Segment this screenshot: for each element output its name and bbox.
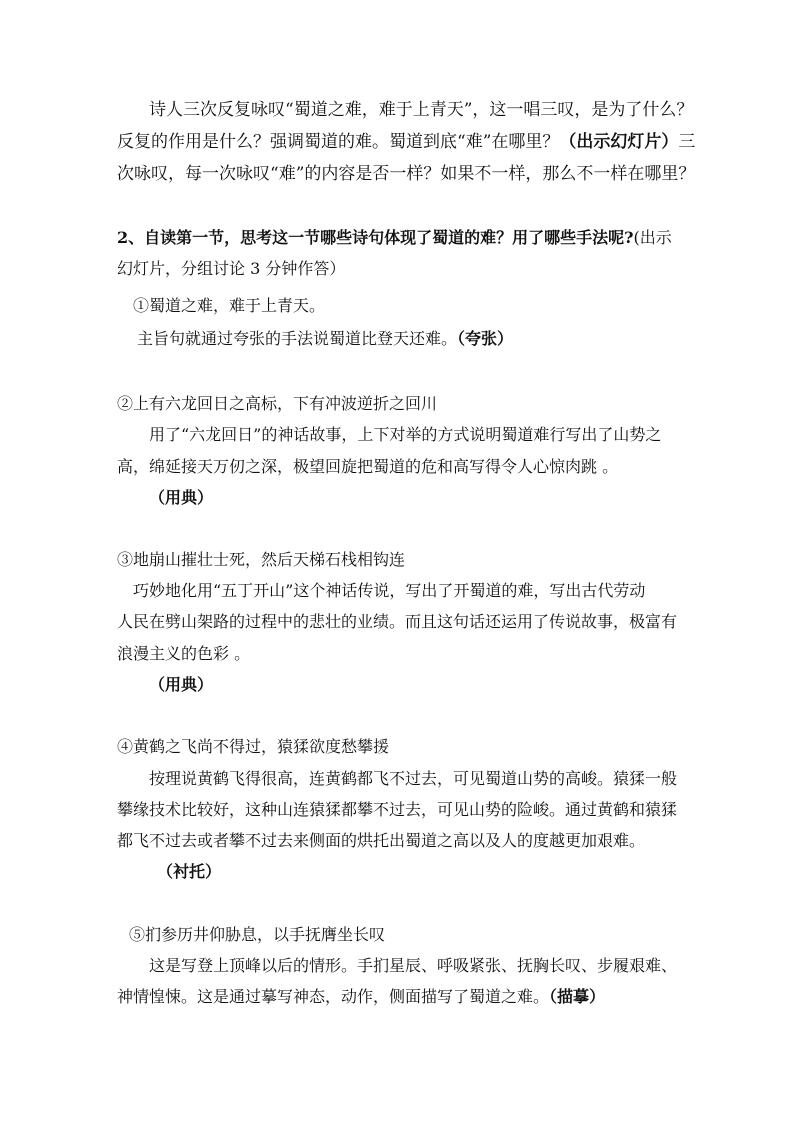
item-5-title: ⑤扪参历井仰胁息，以手抚膺坐长叹	[129, 925, 386, 944]
task-line-2: 幻灯片，分组讨论 3 分钟作答）	[117, 259, 346, 278]
item-3-line-1: 巧妙地化用“五丁开山”这个神话传说，写出了开蜀道的难，写出古代劳动	[133, 581, 646, 600]
task-heading: 2、自读第一节，思考这一节哪些诗句体现了蜀道的难？用了哪些手法呢?	[117, 228, 634, 247]
item-3-title: ③地崩山摧壮士死，然后天梯石栈相钩连	[117, 550, 406, 569]
task-line-1	[117, 228, 672, 248]
item-5-line-2	[117, 987, 605, 1007]
item-4-line-2: 攀缘技术比较好，这种山连猿猱都攀不过去，可见山势的险峻。通过黄鹤和猿猱	[117, 800, 678, 819]
intro-line-2-end: 三	[678, 132, 696, 152]
item-1-text: 主旨句就通过夸张的手法说蜀道比登天还难。	[137, 329, 458, 348]
item-1-tag: （夸张）	[457, 329, 514, 348]
item-4-title: ④黄鹤之飞尚不得过，猿猱欲度愁攀援	[117, 737, 390, 756]
item-5-tag: （描摹）	[549, 987, 606, 1006]
item-3-line-3: 浪漫主义的色彩 。	[117, 644, 251, 663]
item-5-text: 神情惶悚。这是通过摹写神态，动作，侧面描写了蜀道之难。	[117, 987, 550, 1006]
intro-line-2-bold: （出示幻灯片）	[559, 132, 679, 152]
item-3-tag: （用典）	[149, 675, 214, 694]
intro-line-2	[117, 132, 695, 152]
item-2-tag: （用典）	[149, 488, 214, 507]
item-2-line-1: 用了“六龙回日”的神话故事，上下对举的方式说明蜀道难行写出了山势之	[149, 425, 662, 444]
item-3-line-2: 人民在劈山架路的过程中的悲壮的业绩。而且这句话还运用了传说故事，极富有	[117, 612, 678, 631]
item-2-line-2: 高，绵延接天万仞之深，极望回旋把蜀道的危和高写得令人心惊肉跳 。	[117, 457, 619, 476]
item-4-tag: （衬托）	[157, 862, 222, 881]
item-1-title: ①蜀道之难，难于上青天。	[133, 296, 326, 315]
intro-line-3: 次咏叹，每一次咏叹“难”的内容是否一样？如果不一样，那么不一样在哪里？	[117, 164, 696, 184]
intro-line-2-text: 反复的作用是什么？强调蜀道的难。蜀道到底“难”在哪里？	[117, 132, 560, 152]
item-5-line-1: 这是写登上顶峰以后的情形。手扪星辰、呼吸紧张、抚胸长叹、步履艰难、	[149, 956, 678, 975]
item-1-body	[137, 329, 513, 349]
intro-line-1: 诗人三次反复咏叹“蜀道之难，难于上青天”，这一唱三叹，是为了什么？	[149, 100, 694, 120]
item-4-line-1: 按理说黄鹤飞得很高，连黄鹤都飞不过去，可见蜀道山势的高峻。猿猱一般	[149, 769, 678, 788]
item-2-title: ②上有六龙回日之高标，下有冲波逆折之回川	[117, 394, 438, 413]
task-heading-rest: (出示	[633, 228, 672, 247]
item-4-line-3: 都飞不过去或者攀不过去来侧面的烘托出蜀道之高以及人的度越更加艰难。	[117, 831, 646, 850]
